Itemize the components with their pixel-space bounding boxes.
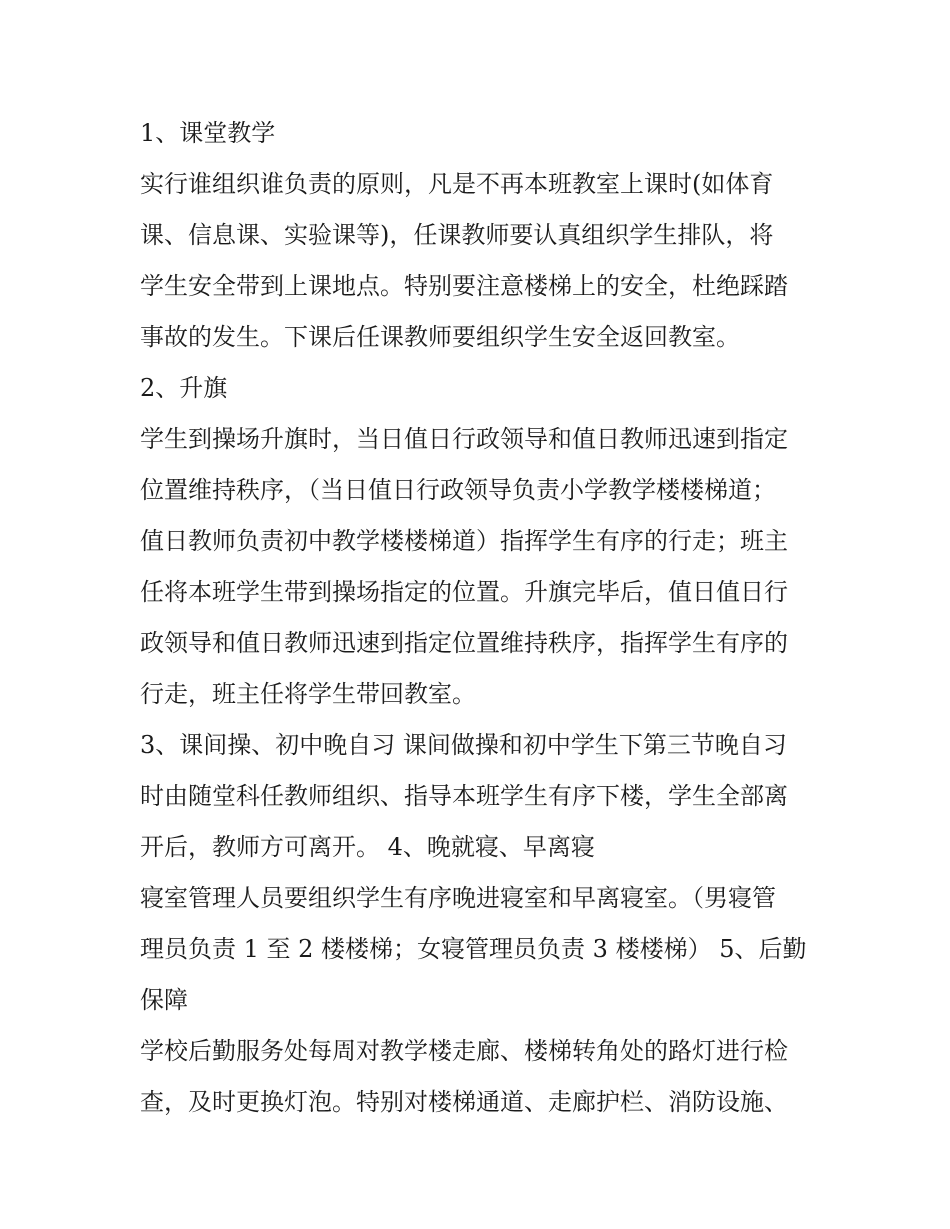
paragraph-line: 时由随堂科任教师组织、指导本班学生有序下楼，学生全部离 <box>140 782 788 810</box>
paragraph-line: 政领导和值日教师迅速到指定位置维持秩序，指挥学生有序的 <box>140 629 788 657</box>
section-heading-classroom: 1、课堂教学 <box>140 119 276 147</box>
paragraph-line: 查，及时更换灯泡。特别对楼梯通道、走廊护栏、消防设施、 <box>140 1088 788 1116</box>
paragraph-line: 任将本班学生带到操场指定的位置。升旗完毕后，值日值日行 <box>140 578 788 606</box>
section-heading-flag-raising: 2、升旗 <box>140 374 228 402</box>
document-page <box>140 108 812 1128</box>
paragraph-line: 行走，班主任将学生带回教室。 <box>140 680 476 708</box>
section-heading-exercise: 3、课间操、初中晚自习 课间做操和初中学生下第三节晚自习 <box>140 731 787 759</box>
paragraph-line: 学生安全带到上课地点。特别要注意楼梯上的安全，杜绝踩踏 <box>140 272 788 300</box>
paragraph-line: 实行谁组织谁负责的原则，凡是不再本班教室上课时(如体育 <box>140 170 774 198</box>
paragraph-line: 位置维持秩序，（当日值日行政领导负责小学教学楼楼梯道； <box>140 476 776 504</box>
paragraph-line: 学生到操场升旗时，当日值日行政领导和值日教师迅速到指定 <box>140 425 788 453</box>
paragraph-line: 事故的发生。下课后任课教师要组织学生安全返回教室。 <box>140 323 740 351</box>
paragraph-line: 学校后勤服务处每周对教学楼走廊、楼梯转角处的路灯进行检 <box>140 1037 788 1065</box>
paragraph-line: 值日教师负责初中教学楼楼梯道）指挥学生有序的行走；班主 <box>140 527 788 555</box>
paragraph-line: 保障 <box>140 986 188 1014</box>
paragraph-line: 课、信息课、实验课等)，任课教师要认真组织学生排队，将 <box>140 221 774 249</box>
paragraph-line: 寝室管理人员要组织学生有序晚进寝室和早离寝室。（男寝管 <box>140 884 776 912</box>
paragraph-line: 开后，教师方可离开。 4、晚就寝、早离寝 <box>140 833 595 861</box>
paragraph-line: 理员负责 1 至 2 楼楼梯；女寝管理员负责 3 楼楼梯） 5、后勤 <box>140 935 807 963</box>
